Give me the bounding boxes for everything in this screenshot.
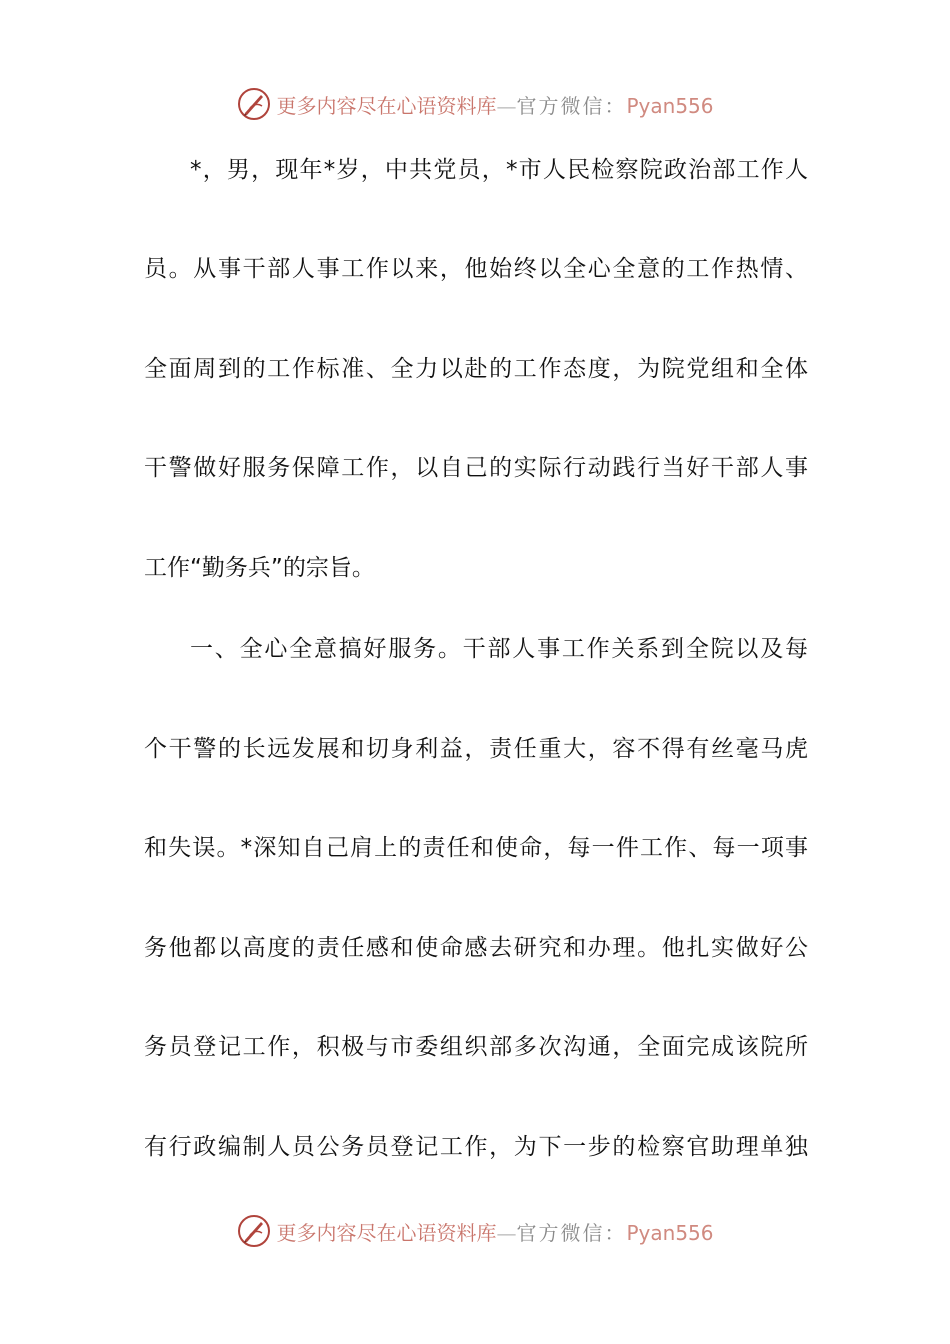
- text-line: 务他都以高度的责任感和使命感去研究和办理。他扎实做好公: [144, 935, 808, 961]
- watermark-wechat-id: Pyan556: [626, 93, 714, 118]
- text-line: 全面周到的工作标准、全力以赴的工作态度，为院党组和全体: [144, 356, 808, 382]
- text-line: 个干警的长远发展和切身利益，责任重大，容不得有丝毫马虎: [144, 736, 808, 762]
- text-line: 有行政编制人员公务员登记工作，为下一步的检察官助理单独: [144, 1134, 808, 1160]
- watermark-wechat-id: Pyan556: [626, 1220, 714, 1245]
- text-line: 干警做好服务保障工作，以自己的实际行动践行当好干部人事: [144, 455, 808, 481]
- quill-pen-logo-icon: [236, 1213, 272, 1249]
- watermark-main-text: 更多内容尽在心语资料库: [276, 1220, 497, 1245]
- watermark-wechat-label: 官方微信：: [516, 93, 627, 118]
- watermark-dash: —: [496, 93, 517, 118]
- text-line: 和失误。*深知自己肩上的责任和使命，每一件工作、每一项事: [144, 835, 808, 861]
- watermark-group: [236, 86, 713, 122]
- watermark-main-text: 更多内容尽在心语资料库: [276, 93, 497, 118]
- text-line: 工作“勤务兵”的宗旨。: [144, 555, 375, 581]
- watermark-text: [276, 90, 713, 119]
- text-line: 务员登记工作，积极与市委组织部多次沟通，全面完成该院所: [144, 1034, 808, 1060]
- watermark-dash: —: [496, 1220, 517, 1245]
- footer-watermark: [0, 1211, 950, 1251]
- text-line: 一、全心全意搞好服务。干部人事工作关系到全院以及每: [190, 636, 808, 662]
- quill-pen-logo-icon: [236, 86, 272, 122]
- text-line: 员。从事干部人事工作以来，他始终以全心全意的工作热情、: [144, 256, 808, 282]
- watermark-wechat-label: 官方微信：: [516, 1220, 627, 1245]
- text-line: *，男，现年*岁，中共党员，*市人民检察院政治部工作人: [190, 157, 808, 183]
- watermark-text: [276, 1217, 713, 1246]
- watermark-group: [236, 1213, 713, 1249]
- header-watermark: [0, 84, 950, 124]
